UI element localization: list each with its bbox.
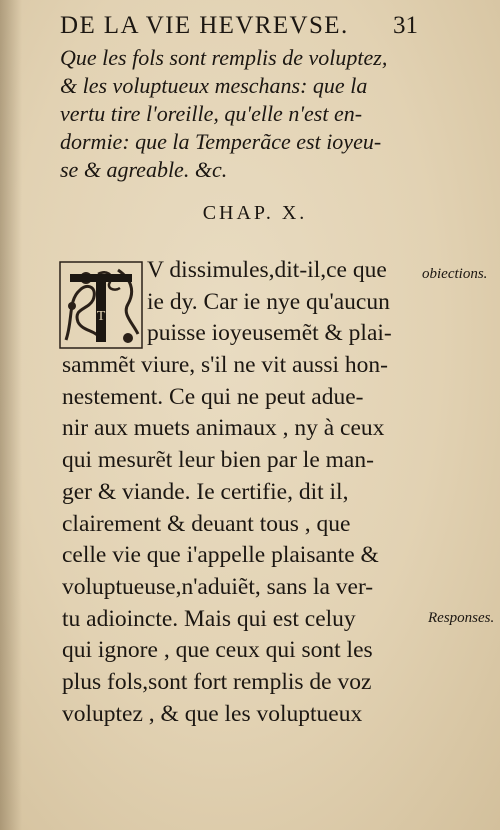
text-line: sammẽt viure, s'il ne vit aussi hon-	[62, 352, 389, 379]
chapter-heading: CHAP. X.	[202, 202, 308, 224]
text-line: voluptez , & que les voluptueux	[62, 700, 363, 727]
running-head	[0, 6, 500, 38]
page-number: 31	[393, 12, 418, 39]
text-line: puisse ioyeusemẽt & plai-	[147, 320, 392, 347]
summary-line: Que les fols sont remplis de voluptez,	[60, 45, 388, 70]
text-line: nestement. Ce qui ne peut adue-	[62, 383, 364, 410]
initial-letter: T	[96, 309, 106, 324]
margin-note-response: Responses.	[428, 610, 495, 626]
body-text	[62, 255, 422, 730]
text-line: celle vie que i'appelle plaisante &	[62, 542, 379, 569]
text-line: ger & viande. Ie certifie, dit il,	[62, 478, 349, 505]
summary-line: dormie: que la Temperãce est ioyeu-	[60, 129, 382, 154]
text-line: V dissimules,dit-il,ce que	[147, 257, 387, 283]
summary-line: & les voluptueux meschans: que la	[60, 73, 368, 98]
chapter-summary	[60, 44, 435, 184]
text-line: qui ignore , que ceux qui sont les	[62, 637, 373, 664]
gutter-shadow	[0, 0, 22, 830]
text-line: nir aux muets animaux , ny à ceux	[62, 415, 385, 442]
summary-line: vertu tire l'oreille, qu'elle n'est en-	[60, 101, 363, 126]
running-head-title: DE LA VIE HEVREVSE.	[60, 12, 349, 39]
text-line: plus fols,sont fort remplis de voz	[62, 668, 372, 695]
text-line: voluptueuse,n'aduiẽt, sans la ver-	[62, 573, 374, 600]
margin-note-objection: obiections.	[422, 266, 488, 282]
text-line: tu adioincte. Mais qui est celuy	[62, 605, 356, 632]
text-line: qui mesurẽt leur bien par le man-	[62, 447, 374, 474]
text-line: ie dy. Car ie nye qu'aucun	[147, 288, 390, 315]
text-line: clairement & deuant tous , que	[62, 510, 351, 537]
summary-line: se & agreable. &c.	[60, 157, 228, 182]
